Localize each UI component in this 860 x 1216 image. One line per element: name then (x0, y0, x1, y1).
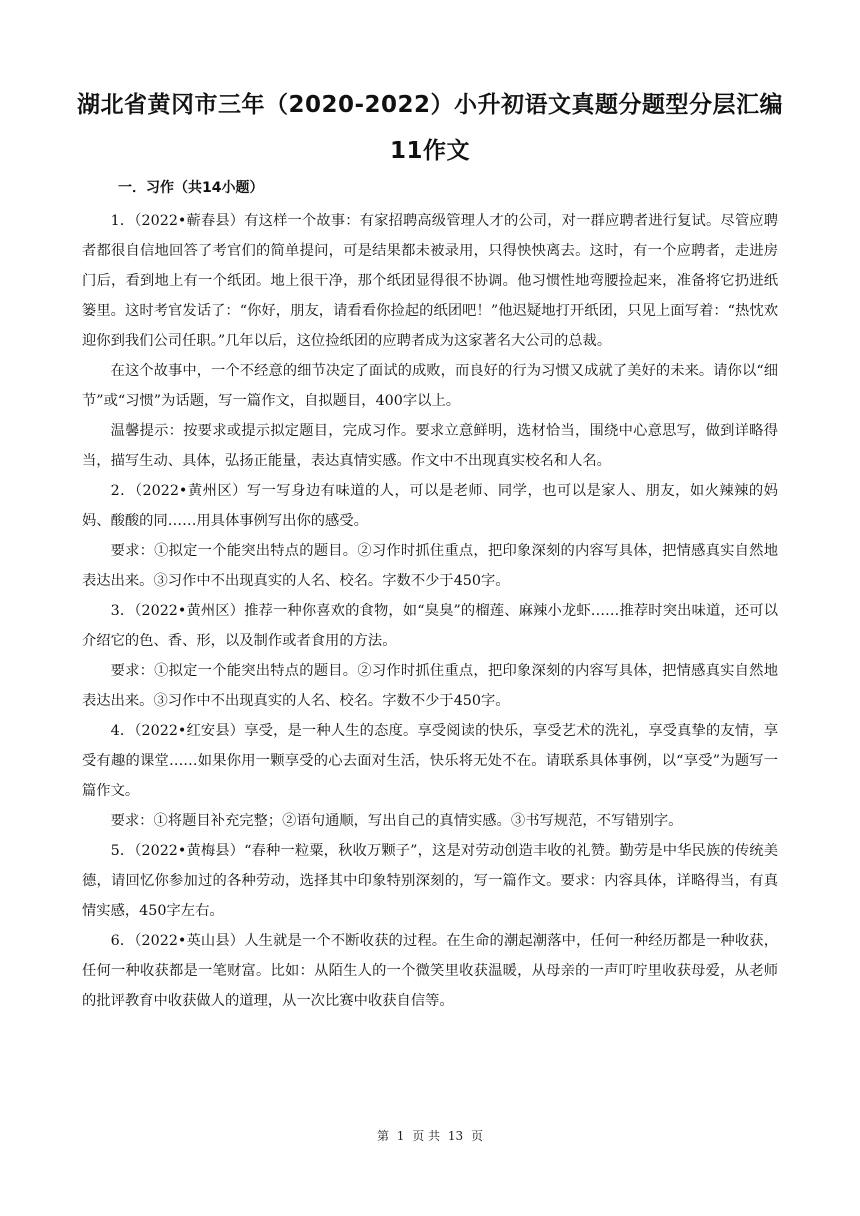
paragraph-q1-prompt: 在这个故事中，一个不经意的细节决定了面试的成败，而良好的行为习惯又成就了美好的未来。请你以“细节”或“习惯”为话题，写一篇作文，自拟题目，400字以上。 (82, 363, 778, 409)
paragraph-q1-tips: 温馨提示：按要求或提示拟定题目，完成习作。要求立意鲜明，选材恰当，围绕中心意思写，做到详略得当，描写生动、具体，弘扬正能量，表达真情实感。作文中不出现真实校名和人名。 (82, 423, 778, 469)
paragraph-q1: 1．（2022•蕲春县）有这样一个故事：有家招聘高级管理人才的公司，对一群应聘者进行复试。尽管应聘者都很自信地回答了考官们的简单提问，可是结果都未被录用，只得怏怏离去。这时，有一个应聘者，走进房门后，看到地上有一个纸团。地上很干净，那个纸团显得很不协调。他习惯性地弯腰捡起来，准备将它扔进纸篓里。这时考官发话了：“你好，朋友，请看看你捡起的纸团吧！”他迟疑地打开纸团，只见上面写着：“热忱欢迎你到我们公司任职。”几年以后，这位捡纸团的应聘者成为这家著名大公司的总裁。 (82, 213, 778, 349)
footer-current-page: 1 (396, 1129, 405, 1143)
paragraph-q3: 3．（2022•黄州区）推荐一种你喜欢的食物，如“臭臭”的榴莲、麻辣小龙虾……推荐时突出味道，还可以介绍它的色、香、形，以及制作或者食用的方法。 (82, 603, 778, 649)
page-footer (0, 1128, 860, 1144)
document-title-line-2: 11作文 (389, 138, 470, 164)
document-body (82, 206, 778, 1016)
section-heading: 一．习作（共14小题） (118, 180, 264, 196)
paragraph-q3-requirements: 要求：①拟定一个能突出特点的题目。②习作时抓住重点，把印象深刻的内容写具体，把情感真实自然地表达出来。③习作中不出现真实的人名、校名。字数不少于450字。 (82, 663, 778, 709)
footer-total-pages: 13 (447, 1129, 464, 1143)
paragraph-q2: 2．（2022•黄州区）写一写身边有味道的人，可以是老师、同学，也可以是家人、朋友，如火辣辣的妈妈、酸酸的同……用具体事例写出你的感受。 (82, 483, 778, 529)
paragraph-q2-requirements: 要求：①拟定一个能突出特点的题目。②习作时抓住重点，把印象深刻的内容写具体，把情感真实自然地表达出来。③习作中不出现真实的人名、校名。字数不少于450字。 (82, 543, 778, 589)
footer-prefix: 第 (376, 1129, 389, 1143)
paragraph-q5: 5．（2022•黄梅县）“春种一粒粟，秋收万颗子”，这是对劳动创造丰收的礼赞。勤劳是中华民族的传统美德，请回忆你参加过的各种劳动，选择其中印象特别深刻的，写一篇作文。要求：内容具体，详略得当，有真情实感，450字左右。 (82, 843, 778, 919)
paragraph-q4-requirements: 要求：①将题目补充完整；②语句通顺，写出自己的真情实感。③书写规范，不写错别字。 (110, 813, 683, 829)
document-title-line-1: 湖北省黄冈市三年（2020-2022）小升初语文真题分题型分层汇编 (76, 92, 784, 118)
paragraph-q6: 6．（2022•英山县）人生就是一个不断收获的过程。在生命的潮起潮落中，任何一种经历都是一种收获，任何一种收获都是一笔财富。比如：从陌生人的一个微笑里收获温暖，从母亲的一声叮咛里收获母爱，从老师的批评教育中收获做人的道理，从一次比赛中收获自信等。 (82, 933, 778, 1009)
footer-middle: 页 共 (412, 1129, 441, 1143)
footer-suffix: 页 (471, 1129, 484, 1143)
paragraph-q4: 4．（2022•红安县）享受，是一种人生的态度。享受阅读的快乐，享受艺术的洗礼，享受真挚的友情，享受有趣的课堂……如果你用一颗享受的心去面对生活，快乐将无处不在。请联系具体事例，以“享受”为题写一篇作文。 (82, 723, 778, 799)
